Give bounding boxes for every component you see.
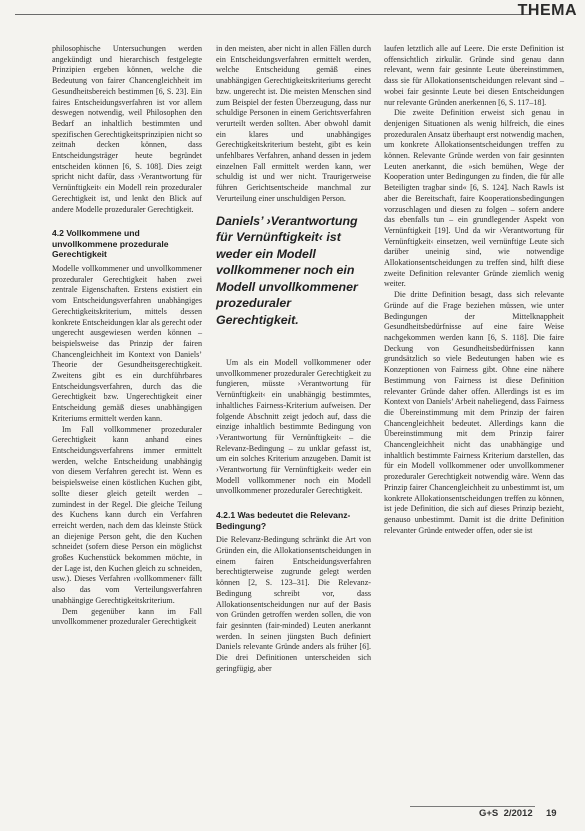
paragraph: Die Relevanz-Bedingung schränkt die Art von Gründen ein, die Allokationsentscheidungen in einem fairen Entscheidungsverfahren berechtigterweise zugrunde gelegt werden können [2, S. 123–31]. Die Relevanz-Bedingung schreibt vor, dass Allokationsentscheidungen nur auf der Basis von Gründen getroffen werden sollen, die von fair gesinnten (fair-minded) Leuten anerkannt werden. In seinen jüngsten Buch definiert Daniels relevante Gründe anders als früher [6]. Die drei Definitionen unterscheiden sich geringfügig, aber	[216, 535, 371, 673]
paragraph: Modelle vollkommener und unvollkommener prozeduraler Gerechtigkeit haben zwei zentrale Eigenschaften. Erstens existiert ein vom Entscheidungsverfahren unabhängiges Gerechtigkeitskriterium, mittels dessen konkrete Entscheidungen klar als gerecht oder ungerecht ausgewiesen werden können – beispielsweise das Prinzip der fairen Chancengleichheit im Kontext von Daniels’ Theorie der Gesundheitsgerechtigkeit. Zweitens gibt es ein durchführbares Entscheidungsverfahren, durch das die Gerechtigkeit bzw. Ungerechtigkeit einer Entscheidung gemäß dieses unabhängigen Kriteriums ermittelt werden kann.	[52, 264, 202, 423]
paragraph: philosophische Untersuchungen werden angekündigt und hierarchisch festgelegte Prinzipien ergeben können, welche die Bedeutung von fairer Chancengleichheit im Gesundheitsbereich bestimmen [6, S. 23]. Ein faires Entscheidungsverfahren ist vor allem deswegen notwendig, weil Philosophen den Bedarf an inhaltlich bestimmten und spezifischen Gerechtigkeitsprinzipien nicht so zeitnah decken können, dass Entscheidungsträger heute begründet entscheiden können [6, S. 108]. Dies zeigt spricht nicht dafür, dass ›Verantwortung für Vernünftigkeit‹ ein Modell rein prozeduraler Gerechtigkeit ist, und lenkt den Blick auf andere Modelle prozeduraler Gerechtigkeit.	[52, 44, 202, 214]
issue-number: 2/2012	[503, 808, 533, 819]
paragraph: Im Fall vollkommener prozeduraler Gerechtigkeit kann anhand eines Entscheidungsverfahrens immer ermittelt werden, welche Entscheidung unabhängig von diesem Verfahren gerecht ist. Wenn es beispielsweise einen köstlichen Kuchen gibt, sollte dieser gleich geteilt werden – zumindest in der Regel. Die gleiche Teilung des Kuchens kann durch ein Verfahren erreicht werden, nach dem das kleinste Stück an diejenige Person geht, die den Kuchen schneidet (sofern diese Person ein möglichst großes Kuchenstück bekommen möchte, in der Lage ist, den Kuchen gleich zu schneiden, usw.). Dieses Verfahren ›vollkommener‹ fällt also das vom Verteilungsverfahren unabhängige Gerechtigkeitskriterium.	[52, 424, 202, 605]
paragraph: Um als ein Modell vollkommener oder unvollkommener prozeduraler Gerechtigkeit zu fungieren, müsste ›Verantwortung für Vernünftigkeit‹ ein unabhängig bestimmtes, inhaltliches Fairness-Kriterium aufweisen. Der folgende Abschnitt zeigt jedoch auf, dass die einzige inhaltlich bestimmte Bedingung von ›Verantwortung für Vernünftigkeit‹ – die Relevanz-Bedingung – zu unklar gefasst ist, um ein solches Kriterium anzugeben. Damit ist ›Verantwortung für Vernünftigkeit‹ weder ein Modell vollkommener noch ein Modell unvollkommener prozeduraler Gerechtigkeit.	[216, 358, 371, 496]
journal-issue	[479, 808, 533, 819]
paragraph: Dem gegenüber kann im Fall unvollkommener prozeduraler Gerechtigkeit	[52, 606, 202, 627]
column-1	[52, 44, 202, 628]
pull-quote: Daniels’ ›Verantwortung für Vernünftigkeit‹ ist weder ein Modell vollkommener noch ein Modell unvollkommener prozeduraler Gerechtigkeit.	[216, 213, 358, 327]
paragraph: Die zweite Definition erweist sich genau in denjenigen Situationen als wenig hilfreich, die eines prozeduralen Ansatz überhaupt erst notwendig machen, um konkrete Allokationsentscheidungen treffen zu können. Relevante Gründe werden von fair gesinnten Leuten anerkannt, die »sich bemühen, Wege der Kooperation unter Bedingungen zu finden, die für alle Beteiligten tragbar sind« [6, S. 124]. Nach Rawls ist aber die Bereitschaft, faire Kooperationsbedingungen vorzuschlagen und diesen zu folgen – sofern andere das ebenfalls tun – ein grundlegender Aspekt von Vernünftigkeit [19]. Und da wir ›Verantwortung für Vernünftigkeit‹ einsetzen, weil vernünftige Leute sich darüber uneinig sind, wie notwendige Allokationsentscheidungen zu treffen sind, hilft diese zweite Definition relevanter Gründe ziemlich wenig weiter.	[384, 108, 564, 289]
journal-name: G+S	[479, 808, 499, 819]
paragraph: laufen letztlich alle auf Leere. Die erste Definition ist offensichtlich zirkulär. Gründe sind genau dann relevant, wenn fair gesinnte Leute übereinstimmen, dass sie für Allokationsentscheidungen relevant sind – wobei fair gesinnte Leute bei diesen Entscheidungen nur relevante Gründen anerkennen [6, S. 117–18].	[384, 44, 564, 107]
paragraph: Die dritte Definition besagt, dass sich relevante Gründe auf die Frage beziehen müssen, wie unter Bedingungen der Mittelknappheit Gesundheitsbedürfnisse auf eine faire Weise nachgekommen werden kann [6, S. 118]. Die faire Deckung von Gesundheitsbedürfnissen kann grundsätzlich so viele Bedeutungen haben wie es Konzeptionen von Fairness gibt. Ohne eine nähere Bestimmung von Fairness ist diese Definition relevanter Gründe daher offen. Allerdings ist es im Kontext von Daniels’ Arbeit naheliegend, dass Fairness die Übereinstimmung mit dem Prinzip der fairen Chancengleichheit bedeutet. Allerdings kann die Übereinstimmung mit dem Prinzip fairer Chancengleichheit nicht das unabhängige und inhaltlich bestimmte Fairness Kriterium darstellen, das für ein Modell vollkommener oder unvollkommener prozeduraler Gerechtigkeit notwendig wäre. Wenn das Prinzip fairer Chancengleichheit zu unbestimmt ist, um konkrete Allokationsentscheidungen treffen zu können, ist jede Definition, die sich auf dieses Prinzip bezieht, genauso unbestimmt. Damit ist die dritte Definition relevanter Gründe entweder offen, oder sie ist	[384, 290, 564, 535]
column-2	[216, 44, 371, 675]
section-title: THEMA	[517, 2, 577, 19]
section-heading: 4.2 Vollkommene und unvollkommene prozedurale Gerechtigkeit	[52, 228, 169, 260]
page-number: 19	[546, 808, 557, 819]
subsection-heading: 4.2.1 Was bedeutet die Relevanz-Bedingung?	[216, 510, 351, 531]
column-3	[384, 44, 564, 536]
paragraph: in den meisten, aber nicht in allen Fällen durch ein Entscheidungsverfahren ermittelt werden, welche Entscheidung gemäß eines unabhängigen Gerechtigkeitskriteriums gerecht bzw. ungerecht ist. Die meisten Menschen sind zum Beispiel der festen Überzeugung, dass nur schuldige Personen in einem Gerichtsverfahren verurteilt werden sollten. Aber obwohl damit ein klares und unabhängiges Gerechtigkeitskriterium besteht, gibt es kein unfehlbares Verfahren, anhand dessen in jedem einzelnen Fall ermittelt werden kann, wer schuldig ist und wer nicht. Traurigerweise führen Gerichtsentscheide manchmal zur Verurteilung einer unschuldigen Person.	[216, 44, 371, 203]
footer-rule	[410, 806, 535, 807]
header-rule	[15, 14, 530, 15]
